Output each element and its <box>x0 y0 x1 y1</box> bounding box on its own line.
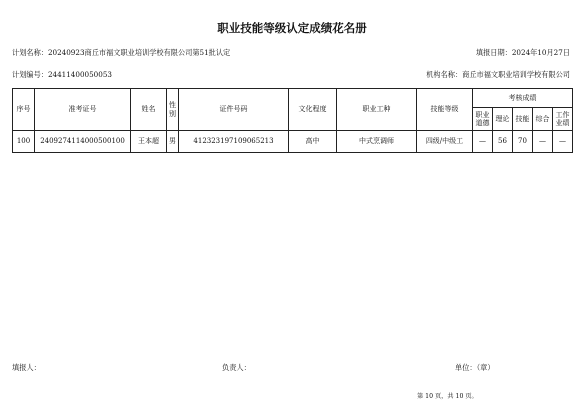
col-header-exam-number: 准考证号 <box>35 89 131 131</box>
table-row <box>13 131 573 153</box>
col-header-ethics: 职业道德 <box>473 108 493 131</box>
col-header-theory: 理论 <box>493 108 513 131</box>
col-header-work-performance: 工作业绩 <box>553 108 573 131</box>
cell-occupation: 中式烹调师 <box>337 131 417 153</box>
col-header-occupation: 职业工种 <box>337 89 417 131</box>
responsible-signature: 负责人： <box>222 363 251 372</box>
header-row <box>13 89 573 108</box>
cell-gender: 男 <box>167 131 179 153</box>
col-header-comprehensive: 综合 <box>533 108 553 131</box>
cell-exam-number: 2409274114000500100 <box>35 131 131 153</box>
cell-skill-level: 四级/中级工 <box>417 131 473 153</box>
cell-seq: 100 <box>13 131 35 153</box>
unit-seal: 单位：（章） <box>455 363 495 372</box>
col-header-education: 文化程度 <box>289 89 337 131</box>
cell-comprehensive: — <box>533 131 553 153</box>
col-header-id-number: 证件号码 <box>179 89 289 131</box>
cell-id-number: 412323197109065213 <box>179 131 289 153</box>
cell-skill: 70 <box>513 131 533 153</box>
plan-number: 计划编号：24411400050053 <box>12 70 112 79</box>
filler-signature: 填报人： <box>12 363 41 372</box>
cell-work-performance: — <box>553 131 573 153</box>
page-indicator: 第 10 页，共 10 页。 <box>417 393 478 400</box>
col-header-seq: 序号 <box>13 89 35 131</box>
col-header-skill: 技能 <box>513 108 533 131</box>
fill-date: 填报日期：2024年10月27日 <box>475 48 570 57</box>
page-title: 职业技能等级认定成绩花名册 <box>217 21 367 35</box>
col-header-gender: 性别 <box>167 89 179 131</box>
score-roster-table <box>12 88 573 153</box>
cell-theory: 56 <box>493 131 513 153</box>
col-header-skill-level: 技能等级 <box>417 89 473 131</box>
col-header-scores-group: 考核成绩 <box>473 89 573 108</box>
cell-ethics: — <box>473 131 493 153</box>
col-header-name: 姓名 <box>131 89 167 131</box>
plan-name: 计划名称：20240923商丘市福文职业培训学校有限公司第51批认定 <box>12 48 231 57</box>
cell-education: 高中 <box>289 131 337 153</box>
organization-name: 机构名称：商丘市福文职业培训学校有限公司 <box>426 70 570 79</box>
cell-name: 王本超 <box>131 131 167 153</box>
